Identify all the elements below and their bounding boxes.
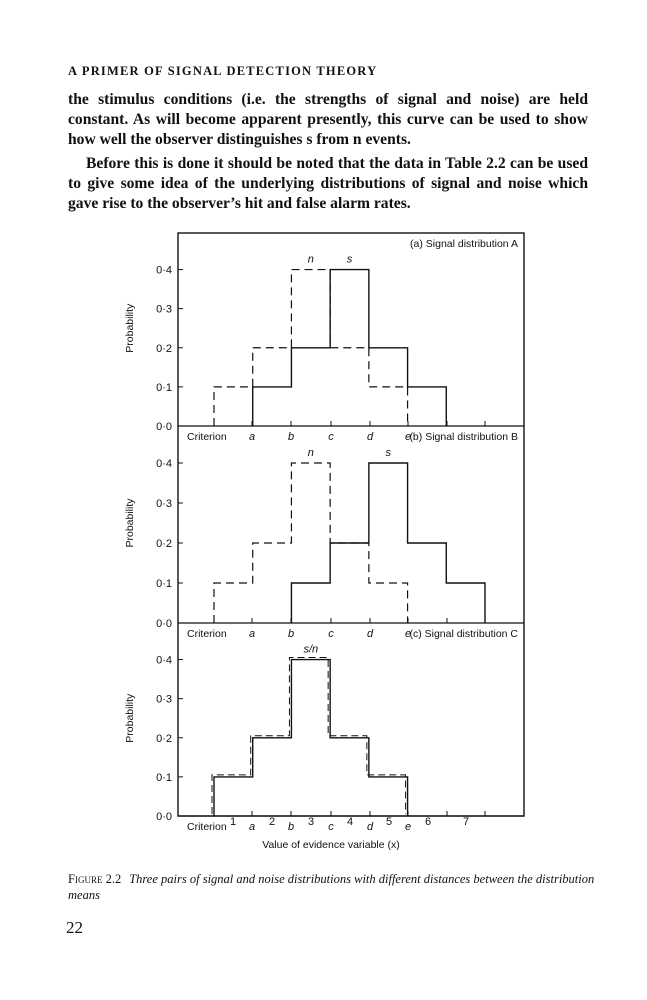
- panel-a-criterion-e: e: [404, 431, 412, 443]
- panel-b-series-label-n: n: [307, 447, 314, 459]
- panel-b-ytick-label: 0·4: [156, 458, 172, 470]
- panel-c-criterion-e: e: [404, 821, 412, 833]
- panel-c-xvalue-label: 6: [424, 816, 432, 828]
- panel-c-ytick-label: 0·2: [156, 732, 172, 745]
- panel-a-title: (a) Signal distribution A: [410, 238, 518, 250]
- panel-c-criterion-a: a: [248, 821, 256, 833]
- panel-c-series-label-sn: s/n: [303, 643, 319, 656]
- panel-c-ylabel: Probability: [124, 693, 136, 743]
- page-number: 22: [66, 918, 83, 937]
- panel-a-criterion-d: d: [366, 431, 374, 443]
- panel-c-xvalue-label: 4: [346, 816, 354, 828]
- body-paragraph-2: Before this is done it should be noted that the data in Table 2.2 can be used to give some idea of the underlying distributions of signal and noise which gave rise to the observer’s hit and false alarm rates.: [68, 155, 588, 212]
- panel-c-criterion-d: d: [366, 821, 374, 833]
- running-head: A PRIMER OF SIGNAL DETECTION THEORY: [68, 64, 378, 78]
- panel-b-ytick-label: 0·0: [156, 618, 172, 630]
- panel-c-criterion-c: c: [328, 821, 334, 833]
- panel-a-criterion-c: c: [328, 431, 334, 443]
- panel-a-criterion-label: Criterion: [187, 431, 227, 443]
- panel-b-series-label-s: s: [385, 447, 391, 459]
- panel-c-ytick-label: 0·3: [156, 693, 172, 706]
- panel-b-ytick-label: 0·2: [156, 538, 172, 550]
- panel-a-series-label-s: s: [346, 253, 353, 266]
- panel-b-criterion-d: d: [366, 628, 374, 640]
- figure-frame: [178, 233, 524, 816]
- panel-b-series-s-curve: [291, 463, 485, 623]
- panel-b-criterion-a: a: [248, 628, 256, 640]
- panel-a-criterion-b: b: [287, 431, 295, 443]
- panel-b-criterion-e: e: [404, 628, 412, 640]
- panel-c-title: (c) Signal distribution C: [409, 628, 518, 640]
- panel-c-xvalue-label: 5: [385, 816, 393, 828]
- caption-text: Three pairs of signal and noise distributions with different distances between the distribution means: [68, 872, 595, 902]
- panel-a-ylabel: Probability: [124, 303, 136, 353]
- panel-a-ytick-label: 0·4: [156, 264, 172, 277]
- body-paragraph-1: the stimulus conditions (i.e. the strengths of signal and noise) are held constant. As will become apparent presently, this curve can be used to show how well the observer distinguishes s from n events.: [68, 91, 588, 148]
- panel-c-ytick-label: 0·4: [156, 654, 172, 667]
- panel-c-xvalue-label: 7: [462, 816, 470, 828]
- panel-b-ylabel: Probability: [124, 498, 136, 548]
- panel-a-ytick-label: 0·0: [156, 421, 172, 433]
- panel-a-criterion-a: a: [248, 431, 256, 443]
- caption-label: Figure 2.2: [68, 872, 122, 886]
- panel-b-criterion-c: c: [328, 628, 334, 640]
- panel-a-ytick-label: 0·2: [156, 342, 172, 355]
- panel-b-criterion-label: Criterion: [187, 628, 227, 640]
- panel-b-series-n-curve: [214, 463, 408, 623]
- panel-c-series-sn-noise-curve: [212, 658, 406, 814]
- panel-c-criterion-label: Criterion: [187, 821, 227, 833]
- panel-c-ytick-label: 0·1: [156, 771, 172, 784]
- panel-c-criterion-b: b: [287, 821, 295, 833]
- panel-a-series-label-n: n: [307, 253, 314, 266]
- panel-b-ytick-label: 0·1: [156, 578, 172, 590]
- panel-a-ytick-label: 0·1: [156, 381, 172, 394]
- panel-c-xlabel: Value of evidence variable (x): [262, 839, 400, 851]
- panel-c-xvalue-label: 2: [268, 816, 276, 828]
- panel-c-ytick-label: 0·0: [156, 811, 172, 823]
- panel-b-criterion-b: b: [287, 628, 295, 640]
- panel-b-title: (b) Signal distribution B: [409, 431, 518, 443]
- panel-b-ytick-label: 0·3: [156, 498, 172, 510]
- panel-c-series-sn-curve: [214, 660, 408, 816]
- figure-caption: [68, 871, 598, 903]
- panel-c-xvalue-label: 1: [229, 816, 237, 828]
- panel-c-xvalue-label: 3: [307, 816, 315, 828]
- panel-a-ytick-label: 0·3: [156, 303, 172, 316]
